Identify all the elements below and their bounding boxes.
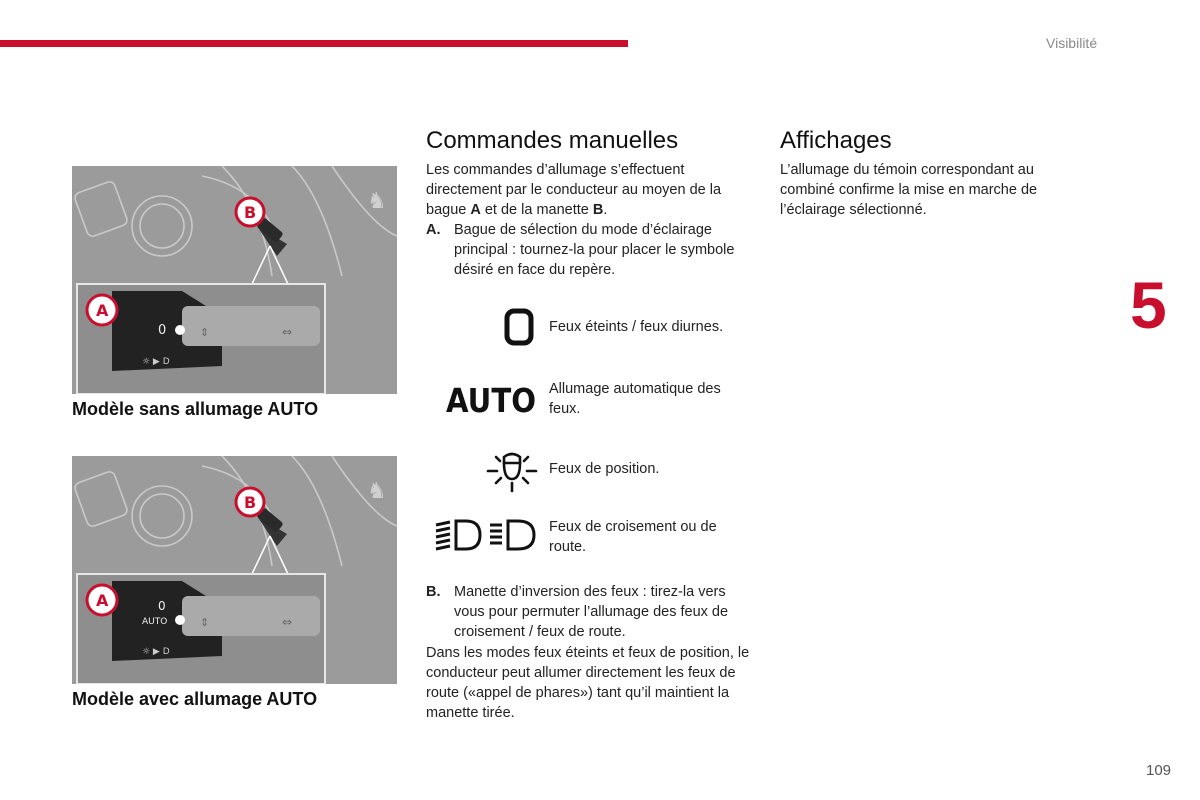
lights-off-icon	[480, 306, 536, 348]
svg-text:♞: ♞	[367, 189, 387, 214]
svg-text:☼ ▶ D: ☼ ▶ D	[142, 357, 170, 367]
mode-label-auto: Allumage automatique des feux.	[549, 381, 721, 417]
page-number: 109	[1146, 762, 1172, 779]
svg-text:B: B	[244, 493, 257, 512]
illustration-with-auto	[72, 456, 397, 684]
svg-text:♞: ♞	[367, 479, 387, 504]
mode-label-beams: Feux de croisement ou de route.	[549, 519, 717, 555]
caption-without-auto: Modèle sans allumage AUTO	[72, 399, 319, 419]
manual-outro: Dans les modes feux éteints et feux de position, le conducteur peut allumer directement les feux de route («appel de phares») tant qu’il maintient la manette tirée.	[426, 645, 750, 721]
svg-text:☼ ▶ D: ☼ ▶ D	[142, 647, 170, 657]
svg-text:A: A	[96, 591, 109, 610]
heading-displays: Affichages	[780, 127, 892, 154]
item-a-label: A.	[426, 222, 441, 238]
svg-text:⇔: ⇔	[282, 325, 293, 339]
svg-text:B: B	[244, 203, 257, 222]
svg-text:A: A	[96, 301, 109, 320]
svg-text:⇕: ⇕	[200, 326, 210, 339]
illustration-without-auto	[72, 166, 397, 394]
svg-text:⇔: ⇔	[282, 615, 293, 629]
svg-text:⇕: ⇕	[200, 616, 210, 629]
header-accent-bar	[0, 40, 628, 47]
svg-text:0: 0	[158, 323, 167, 338]
sidelights-icon	[482, 446, 538, 494]
displays-text: L’allumage du témoin correspondant au combiné confirme la mise en marche de l’éclairage sélectionné.	[780, 162, 1038, 218]
svg-text:AUTO: AUTO	[142, 617, 168, 627]
item-a	[426, 220, 756, 280]
chapter-number: 5	[1130, 268, 1167, 342]
item-b	[426, 582, 756, 642]
dipped-main-beam-icon	[430, 514, 538, 556]
section-title: Visibilité	[1046, 35, 1098, 51]
mode-label-position: Feux de position.	[549, 461, 660, 477]
auto-lighting-icon	[440, 378, 538, 420]
svg-text:0: 0	[158, 599, 166, 613]
item-b-text: Manette d’inversion des feux : tirez-la vers vous pour permuter l’allumage des feux de croisement / feux de route.	[454, 584, 729, 640]
item-b-label: B.	[426, 584, 441, 600]
mode-label-off: Feux éteints / feux diurnes.	[549, 319, 724, 335]
caption-with-auto: Modèle avec allumage AUTO	[72, 689, 318, 709]
manual-intro: Les commandes d’allumage s’effectuent directement par le conducteur au moyen de la bague A et de la manette B.	[426, 162, 722, 218]
svg-text:AUTO: AUTO	[446, 381, 536, 417]
heading-manual-controls: Commandes manuelles	[426, 127, 679, 154]
item-a-text: Bague de sélection du mode d’éclairage principal : tournez-la pour placer le symbole désiré en face du repère.	[454, 222, 735, 278]
